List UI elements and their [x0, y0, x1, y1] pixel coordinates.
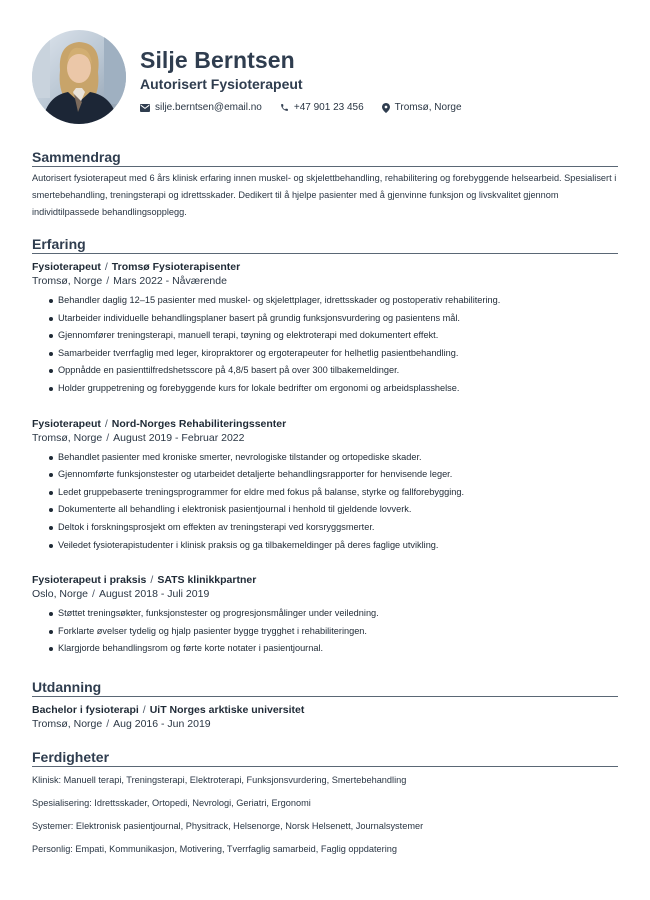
education-location: Tromsø, Norge — [32, 717, 103, 730]
education-section — [32, 678, 618, 732]
job-company: Tromsø Fysioterapisenter — [111, 261, 241, 273]
job-period: August 2019 - Februar 2022 — [113, 431, 245, 444]
profile-photo — [32, 30, 126, 124]
contact-row — [140, 102, 480, 113]
bullet-item: Forklarte øvelser tydelig og hjalp pasienter bygge trygghet i rehabiliteringen. — [58, 623, 618, 641]
bullet-item: Oppnådde en pasienttilfredshetsscore på 4,8/5 basert på over 300 tilbakemeldinger. — [58, 362, 618, 380]
contact-phone[interactable] — [280, 102, 364, 113]
skill-line: Personlig: Empati, Kommunikasjon, Motivering, Tverrfaglig samarbeid, Faglig oppdatering — [32, 843, 397, 854]
job-period: Mars 2022 - Nåværende — [113, 275, 227, 287]
bullet-item: Klargjorde behandlingsrom og førte korte notater i pasientjournal. — [58, 640, 618, 658]
candidate-title: Autorisert Fysioterapeut — [140, 76, 303, 92]
job-location: Tromsø, Norge — [32, 431, 103, 444]
separator: / — [142, 703, 146, 716]
job-bullets — [32, 292, 618, 398]
bullet-item: Ledet gruppebaserte treningsprogrammer for eldre med fokus på balanse, styrke og fallforebygging. — [58, 484, 618, 502]
separator: / — [106, 717, 110, 730]
job-location: Tromsø, Norge — [32, 275, 103, 287]
summary-section — [32, 148, 618, 221]
job-company: SATS klinikkpartner — [157, 574, 257, 587]
education-title-line — [32, 703, 618, 717]
job-entry — [32, 417, 618, 555]
separator: / — [106, 275, 110, 287]
school: UiT Norges arktiske universitet — [149, 703, 305, 716]
location-pin-icon — [382, 103, 390, 113]
job-bullets — [32, 449, 618, 555]
phone-icon — [280, 103, 289, 112]
job-meta-line — [32, 587, 618, 602]
education-period: Aug 2016 - Jun 2019 — [113, 717, 211, 730]
separator: / — [92, 588, 95, 601]
job-title-line — [32, 260, 618, 274]
separator: / — [150, 574, 154, 587]
skills-heading: Ferdigheter — [32, 748, 618, 767]
education-heading: Utdanning — [32, 678, 618, 697]
bullet-item: Holder gruppetrening og forebyggende kurs for lokale bedrifter om ergonomi og arbeidsplasshelse. — [58, 380, 618, 398]
experience-section — [32, 235, 618, 658]
job-meta-line — [32, 274, 618, 289]
skill-line: Systemer: Elektronisk pasientjournal, Physitrack, Helsenorge, Norsk Helsenett, Journalsystemer — [32, 820, 424, 831]
phone-text[interactable]: +47 901 23 456 — [293, 102, 364, 113]
separator: / — [106, 431, 110, 444]
bullet-item: Behandlet pasienter med kroniske smerter, nevrologiske tilstander og ortopediske skader. — [58, 449, 618, 467]
skills-section — [32, 748, 618, 855]
contact-email[interactable] — [140, 102, 262, 113]
bullet-item: Utarbeider individuelle behandlingsplaner basert på grundig funksjonsvurdering og pasientens mål. — [58, 310, 618, 328]
bullet-item: Gjennomførte funksjonstester og utarbeidet detaljerte behandlingsrapporter for henvisende leger. — [58, 466, 618, 484]
email-text[interactable]: silje.berntsen@email.no — [155, 102, 262, 113]
resume-header — [32, 30, 618, 130]
separator: / — [104, 417, 108, 430]
bullet-item: Støttet treningsøkter, funksjonstester og progresjonsmålinger under veiledning. — [58, 605, 618, 623]
job-role: Fysioterapeut — [32, 417, 101, 430]
bullet-item: Gjennomfører treningsterapi, manuell terapi, tøyning og elektroterapi med dokumentert effekt. — [58, 327, 618, 345]
experience-heading: Erfaring — [32, 235, 618, 254]
summary-heading: Sammendrag — [32, 148, 618, 167]
bullet-item: Deltok i forskningsprosjekt om effekten av treningsterapi ved korsryggsmerter. — [58, 519, 618, 537]
education-meta-line — [32, 717, 618, 732]
job-role: Fysioterapeut — [32, 261, 101, 273]
bullet-item: Samarbeider tverrfaglig med leger, kiropraktorer og ergoterapeuter for helhetlig pasientbehandling. — [58, 345, 618, 363]
job-meta-line — [32, 431, 618, 446]
candidate-name: Silje Berntsen — [140, 47, 295, 73]
job-bullets — [32, 605, 618, 658]
skill-line: Klinisk: Manuell terapi, Treningsterapi, Elektroterapi, Funksjonsvurdering, Smertebehandling — [32, 774, 407, 785]
email-icon — [140, 104, 150, 112]
bullet-item: Veiledet fysioterapistudenter i klinisk praksis og ga tilbakemeldinger på deres faglige utvikling. — [58, 537, 618, 555]
job-entry — [32, 260, 618, 398]
job-entry — [32, 573, 618, 658]
contact-location — [382, 102, 462, 113]
job-location: Oslo, Norge — [32, 588, 89, 601]
job-company: Nord-Norges Rehabiliteringssenter — [111, 417, 287, 430]
job-title-line — [32, 417, 618, 431]
degree: Bachelor i fysioterapi — [32, 703, 139, 716]
skill-line: Spesialisering: Idrettsskader, Ortopedi, Nevrologi, Geriatri, Ergonomi — [32, 797, 311, 808]
location-text: Tromsø, Norge — [394, 102, 462, 113]
bullet-item: Behandler daglig 12–15 pasienter med muskel- og skjelettplager, idrettsskader og postoperativ rehabilitering. — [58, 292, 618, 310]
job-title-line — [32, 573, 618, 587]
separator: / — [104, 261, 108, 273]
bullet-item: Dokumenterte all behandling i elektronisk pasientjournal i henhold til gjeldende lovverk. — [58, 501, 618, 519]
job-period: August 2018 - Juli 2019 — [98, 588, 210, 601]
job-role: Fysioterapeut i praksis — [32, 574, 147, 587]
summary-text: Autorisert fysioterapeut med 6 års klinisk erfaring innen muskel- og skjelettbehandling, rehabilitering og forebyggende helsearbeid. Spesialisert i smertebehandling, treningsterapi og idrettsskader. Dedikert til å hjelpe pasienter med å gjenvinne funksjon og livskvalitet gjennom individtilpassede behandlingsopplegg. — [32, 173, 617, 217]
